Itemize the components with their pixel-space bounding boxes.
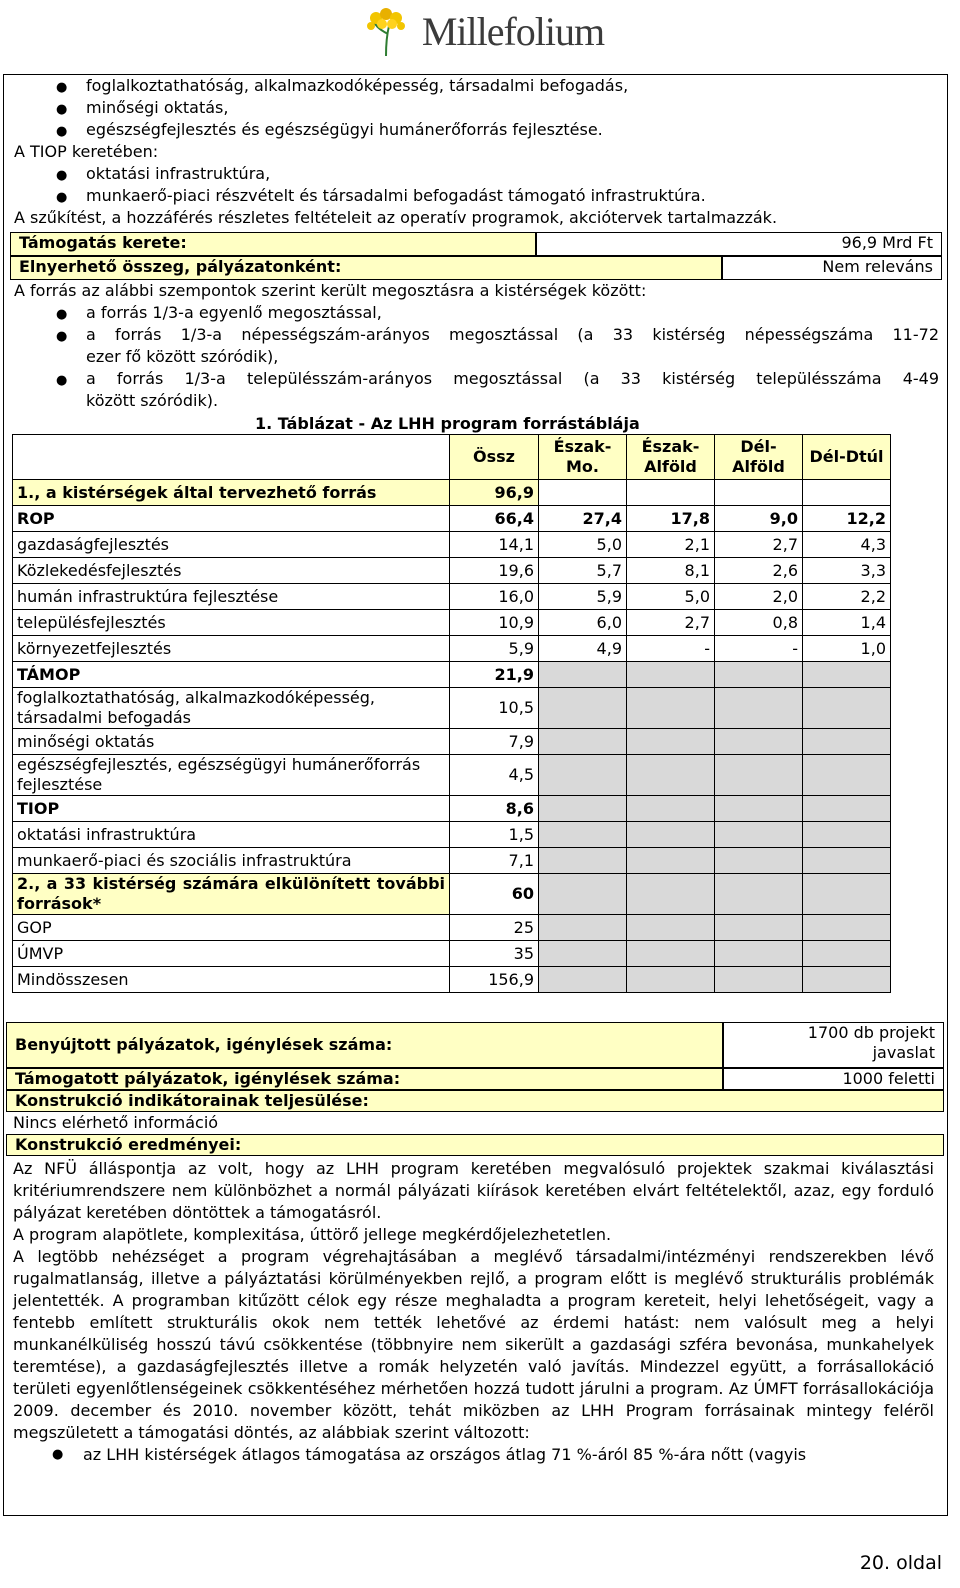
region-cell bbox=[803, 915, 891, 941]
results-body bbox=[13, 1158, 934, 1466]
yarrow-flower-icon bbox=[356, 4, 418, 58]
region-cell bbox=[627, 480, 715, 506]
row-label: ÚMVP bbox=[13, 941, 450, 967]
region-cell: 0,8 bbox=[715, 610, 803, 636]
region-cell bbox=[539, 796, 627, 822]
region-cell bbox=[715, 755, 803, 796]
bullet-icon: ● bbox=[56, 307, 68, 322]
tiop-bullet-2: munkaerő-piaci részvételt és társadalmi befogadást támogató infrastruktúra. bbox=[86, 186, 706, 205]
intro-bullet-1: foglalkoztathatóság, alkalmazkodóképesség, társadalmi befogadás, bbox=[86, 76, 629, 95]
row-total: 4,5 bbox=[450, 755, 539, 796]
allocation-bullet-1: a forrás 1/3-a egyenlő megosztással, bbox=[86, 303, 382, 322]
region-cell: 12,2 bbox=[803, 506, 891, 532]
tiop-bullet-1: oktatási infrastruktúra, bbox=[86, 164, 271, 183]
row-total: 5,9 bbox=[450, 636, 539, 662]
row-total: 35 bbox=[450, 941, 539, 967]
table-row bbox=[13, 915, 891, 941]
table-row bbox=[13, 636, 891, 662]
region-cell bbox=[627, 967, 715, 993]
logo-text: Millefolium bbox=[421, 8, 605, 54]
table-row bbox=[13, 662, 891, 688]
region-cell bbox=[627, 796, 715, 822]
bullet-icon: ● bbox=[56, 373, 68, 388]
bullet-icon: ● bbox=[52, 1447, 64, 1462]
intro-bullet-2: minőségi oktatás, bbox=[86, 98, 229, 117]
row-label: környezetfejlesztés bbox=[13, 636, 450, 662]
indicators-text: Nincs elérhető információ bbox=[13, 1113, 219, 1132]
row-label: foglalkoztathatóság, alkalmazkodóképesség, társadalmi befogadás bbox=[13, 688, 450, 729]
supported-value: 1000 feletti bbox=[723, 1068, 944, 1090]
region-cell bbox=[539, 874, 627, 915]
bullet-icon: ● bbox=[56, 80, 68, 95]
winnable-amount-value: Nem releváns bbox=[722, 256, 942, 280]
region-cell bbox=[715, 688, 803, 729]
intro-bullet-3: egészségfejlesztés és egészségügyi humánerőforrás fejlesztése. bbox=[86, 120, 603, 139]
row-total: 14,1 bbox=[450, 532, 539, 558]
row-total: 25 bbox=[450, 915, 539, 941]
region-cell: 3,3 bbox=[803, 558, 891, 584]
header-cell: Össz bbox=[450, 435, 539, 480]
row-label: Közlekedésfejlesztés bbox=[13, 558, 450, 584]
region-cell: 2,6 bbox=[715, 558, 803, 584]
submitted-value bbox=[723, 1022, 944, 1068]
region-cell bbox=[627, 915, 715, 941]
row-label: GOP bbox=[13, 915, 450, 941]
region-cell bbox=[803, 848, 891, 874]
table-row bbox=[13, 729, 891, 755]
region-cell bbox=[539, 967, 627, 993]
results-paragraph-1: Az NFÜ álláspontja az volt, hogy az LHH program keretében megvalósuló projektek szakmai kiválasztási kritériumrendszere nem különbözhet a normál pályázati kiírások keretében elvárt feltételektől, azaz, egy forduló pályázat keretében döntöttek a támogatásról. bbox=[13, 1159, 934, 1222]
source-table bbox=[12, 434, 891, 993]
results-paragraph-3: A legtöbb nehézséget a program végrehajtásában a meglévő társadalmi/intézményi rendszerekben lévő rugalmatlanság, illetve a pályáztatási körülményekben rejlő, a program előtt is meglévő strukturális problémák jelentették. A programban kitűzött célok egy része meghaladta a program kereteit, helyi lehetőségeit, vagy a fentebb említett strukturális okok nem tették lehetővé az érdemi hatást: nem valósult meg a helyi munkanélküliség hosszú távú csökkentése (többnyire nem sikerült a gazdasági szféra bevonása, munkahelyek teremtése), a gazdaságfejlesztés illetve a romák helyzetén való javítás. Mindezzel együtt, a forrásallokáció területi egyenlőtlenségeinek csökkentéséhez mérhetően hozzá tudott járulni a program. Az ÚMFT forrásallokációja 2009. december és 2010. november között, tehát miközben az LHH Program forrásainak mintegy felérõl megszületett a támogatási döntés, az alábbiak szerint változott: bbox=[13, 1247, 934, 1442]
row-total: 66,4 bbox=[450, 506, 539, 532]
region-cell bbox=[539, 848, 627, 874]
region-cell bbox=[627, 822, 715, 848]
table-row bbox=[13, 610, 891, 636]
millefolium-logo bbox=[0, 4, 960, 58]
row-label: gazdaságfejlesztés bbox=[13, 532, 450, 558]
support-frame-value: 96,9 Mrd Ft bbox=[536, 232, 942, 256]
submitted-label: Benyújtott pályázatok, igénylések száma: bbox=[6, 1022, 723, 1068]
row-label: TIOP bbox=[13, 796, 450, 822]
region-cell bbox=[803, 688, 891, 729]
winnable-amount-label: Elnyerhető összeg, pályázatonként: bbox=[10, 256, 722, 280]
region-cell bbox=[803, 941, 891, 967]
region-cell: 1,4 bbox=[803, 610, 891, 636]
results-bullet bbox=[13, 1444, 934, 1466]
row-total: 156,9 bbox=[450, 967, 539, 993]
allocation-intro: A forrás az alábbi szempontok szerint került megosztásra a kistérségek között: bbox=[14, 281, 647, 300]
region-cell bbox=[627, 755, 715, 796]
region-cell bbox=[715, 848, 803, 874]
row-label: Mindösszesen bbox=[13, 967, 450, 993]
table-row bbox=[13, 796, 891, 822]
results-paragraph-2: A program alapötlete, komplexitása, úttörő jellege megkérdőjelezhetetlen. bbox=[13, 1225, 612, 1244]
table-caption: 1. Táblázat - Az LHH program forrástáblája bbox=[255, 414, 640, 433]
table-row bbox=[13, 755, 891, 796]
region-cell bbox=[803, 967, 891, 993]
table-row bbox=[13, 874, 891, 915]
header-cell: Dél-Dtúl bbox=[803, 435, 891, 480]
allocation-bullet-3-line1: a forrás 1/3-a településszám-arányos megosztással (a 33 kistérség településszáma 4-49 bbox=[86, 369, 939, 388]
row-label: 2., a 33 kistérség számára elkülönített további források* bbox=[13, 874, 450, 915]
row-total: 19,6 bbox=[450, 558, 539, 584]
region-cell bbox=[803, 662, 891, 688]
row-label: minőségi oktatás bbox=[13, 729, 450, 755]
region-cell: 2,1 bbox=[627, 532, 715, 558]
row-total: 21,9 bbox=[450, 662, 539, 688]
row-label: településfejlesztés bbox=[13, 610, 450, 636]
row-total: 1,5 bbox=[450, 822, 539, 848]
bullet-icon: ● bbox=[56, 168, 68, 183]
region-cell bbox=[803, 480, 891, 506]
table-row bbox=[13, 506, 891, 532]
allocation-bullet-2-line1: a forrás 1/3-a népességszám-arányos megosztással (a 33 kistérség népességszáma 11-72 bbox=[86, 325, 939, 344]
tiop-heading: A TIOP keretében: bbox=[14, 142, 159, 161]
indicators-label: Konstrukció indikátorainak teljesülése: bbox=[6, 1090, 944, 1112]
row-label: munkaerő-piaci és szociális infrastruktúra bbox=[13, 848, 450, 874]
region-cell bbox=[803, 796, 891, 822]
region-cell bbox=[539, 729, 627, 755]
row-label: humán infrastruktúra fejlesztése bbox=[13, 584, 450, 610]
region-cell bbox=[627, 729, 715, 755]
region-cell bbox=[803, 729, 891, 755]
table-header-row bbox=[13, 435, 891, 480]
header-cell: Észak-Alföld bbox=[627, 435, 715, 480]
region-cell bbox=[715, 967, 803, 993]
region-cell: 2,0 bbox=[715, 584, 803, 610]
region-cell: 1,0 bbox=[803, 636, 891, 662]
region-cell bbox=[803, 874, 891, 915]
region-cell: 6,0 bbox=[539, 610, 627, 636]
region-cell: 5,0 bbox=[539, 532, 627, 558]
table-row bbox=[13, 688, 891, 729]
row-label: egészségfejlesztés, egészségügyi humánerőforrás fejlesztése bbox=[13, 755, 450, 796]
region-cell bbox=[627, 848, 715, 874]
region-cell bbox=[539, 662, 627, 688]
header-cell: Dél-Alföld bbox=[715, 435, 803, 480]
region-cell: - bbox=[715, 636, 803, 662]
allocation-bullet-2-line2: ezer fő között szóródik), bbox=[86, 347, 279, 366]
region-cell bbox=[715, 874, 803, 915]
region-cell bbox=[539, 822, 627, 848]
narrowing-text: A szűkítést, a hozzáférés részletes feltételeit az operatív programok, akciótervek tartalmazzák. bbox=[14, 208, 778, 227]
row-total: 7,1 bbox=[450, 848, 539, 874]
allocation-bullet-3-line2: között szóródik). bbox=[86, 391, 219, 410]
table-row bbox=[13, 584, 891, 610]
row-total: 10,9 bbox=[450, 610, 539, 636]
bullet-icon: ● bbox=[56, 102, 68, 117]
row-label: ROP bbox=[13, 506, 450, 532]
region-cell bbox=[715, 729, 803, 755]
row-label: 1., a kistérségek által tervezhető forrás bbox=[13, 480, 450, 506]
region-cell bbox=[803, 755, 891, 796]
region-cell: 2,7 bbox=[715, 532, 803, 558]
region-cell: 5,7 bbox=[539, 558, 627, 584]
region-cell: 2,7 bbox=[627, 610, 715, 636]
table-row bbox=[13, 558, 891, 584]
region-cell: 9,0 bbox=[715, 506, 803, 532]
region-cell: - bbox=[627, 636, 715, 662]
region-cell bbox=[803, 822, 891, 848]
region-cell bbox=[539, 755, 627, 796]
region-cell: 2,2 bbox=[803, 584, 891, 610]
row-total: 7,9 bbox=[450, 729, 539, 755]
row-total: 16,0 bbox=[450, 584, 539, 610]
region-cell bbox=[539, 941, 627, 967]
bullet-icon: ● bbox=[56, 190, 68, 205]
bullet-icon: ● bbox=[56, 124, 68, 139]
bullet-icon: ● bbox=[56, 329, 68, 344]
region-cell bbox=[539, 688, 627, 729]
region-cell bbox=[627, 874, 715, 915]
row-total: 10,5 bbox=[450, 688, 539, 729]
region-cell bbox=[627, 688, 715, 729]
table-row bbox=[13, 848, 891, 874]
table-row bbox=[13, 967, 891, 993]
row-total: 60 bbox=[450, 874, 539, 915]
region-cell: 27,4 bbox=[539, 506, 627, 532]
region-cell bbox=[627, 662, 715, 688]
row-label: TÁMOP bbox=[13, 662, 450, 688]
results-label: Konstrukció eredményei: bbox=[6, 1134, 944, 1156]
page-number: 20. oldal bbox=[859, 1552, 942, 1574]
region-cell: 5,9 bbox=[539, 584, 627, 610]
region-cell bbox=[715, 915, 803, 941]
region-cell: 4,9 bbox=[539, 636, 627, 662]
region-cell: 8,1 bbox=[627, 558, 715, 584]
row-label: oktatási infrastruktúra bbox=[13, 822, 450, 848]
support-frame-label: Támogatás kerete: bbox=[10, 232, 536, 256]
region-cell bbox=[539, 915, 627, 941]
table-row bbox=[13, 480, 891, 506]
region-cell bbox=[715, 941, 803, 967]
region-cell: 5,0 bbox=[627, 584, 715, 610]
row-total: 96,9 bbox=[450, 480, 539, 506]
results-bullet-text: az LHH kistérségek átlagos támogatása az országos átlag 71 %-áról 85 %-ára nőtt (vagyis bbox=[83, 1445, 807, 1464]
table-row bbox=[13, 532, 891, 558]
header-cell: Észak-Mo. bbox=[539, 435, 627, 480]
header-empty-cell bbox=[13, 435, 450, 480]
region-cell bbox=[539, 480, 627, 506]
table-row bbox=[13, 822, 891, 848]
table-row bbox=[13, 941, 891, 967]
submitted-value-line1: 1700 db projekt bbox=[807, 1023, 935, 1042]
region-cell: 4,3 bbox=[803, 532, 891, 558]
region-cell bbox=[715, 796, 803, 822]
region-cell bbox=[715, 480, 803, 506]
region-cell bbox=[715, 822, 803, 848]
row-total: 8,6 bbox=[450, 796, 539, 822]
region-cell: 17,8 bbox=[627, 506, 715, 532]
region-cell bbox=[627, 941, 715, 967]
supported-label: Támogatott pályázatok, igénylések száma: bbox=[6, 1068, 723, 1090]
region-cell bbox=[715, 662, 803, 688]
submitted-value-line2: javaslat bbox=[872, 1043, 935, 1062]
